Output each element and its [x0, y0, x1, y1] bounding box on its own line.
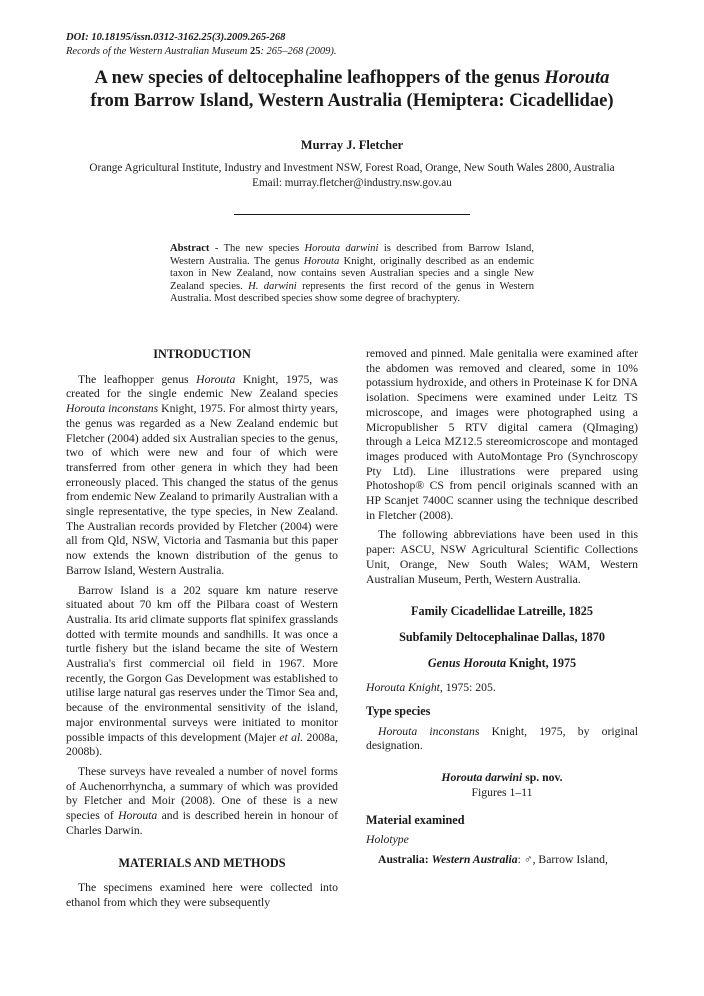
abstract-text: represents the first record of the genus in Western Australia. Most described species show some degree of brachyptery. — [170, 280, 534, 305]
abstract-species: Horouta darwini — [304, 243, 379, 254]
right-column — [366, 347, 638, 873]
title-genus: Horouta — [544, 67, 610, 88]
introduction-heading: INTRODUCTION — [153, 347, 251, 361]
journal-citation — [66, 45, 337, 59]
holotype-label: Holotype — [366, 833, 409, 847]
paper-title — [50, 66, 654, 112]
genus-citation: Horouta Knight, 1975: 205. — [366, 681, 496, 695]
methods-heading: MATERIALS AND METHODS — [118, 855, 286, 870]
material-examined-heading: Material examined — [366, 812, 465, 827]
title-line-2: from Barrow Island, Western Australia (Hemiptera: Cicadellidae) — [90, 90, 614, 111]
citation-block — [66, 31, 337, 59]
author-email: Email: murray.fletcher@industry.nsw.gov.au — [252, 177, 452, 189]
left-column — [66, 347, 338, 916]
abstract-label: Abstract — [170, 243, 210, 254]
species-heading: Horouta darwini sp. nov. — [441, 771, 563, 785]
title-line-1: A new species of deltocephaline leafhoppers of the genus — [94, 67, 545, 88]
methods-paragraph-2: The following abbreviations have been used in this paper: ASCU, NSW Agricultural Scientific Collections Unit, Orange, New South Wales; WAM, Western Australian Museum, Perth, Western Australia. — [366, 528, 638, 586]
type-species-heading: Type species — [366, 704, 431, 719]
section-divider — [234, 214, 470, 215]
species-figures: Figures 1–11 — [471, 785, 533, 799]
abstract — [170, 243, 534, 306]
intro-paragraph-3: These surveys have revealed a number of novel forms of Auchenorrhyncha, a summary of which was provided by Fletcher and Moir (2008). One of these is a new species of Horouta and is described herein in honour of Charles Darwin. — [66, 764, 338, 837]
abstract-text: is described from Barrow Island, Western Australia. The genus — [170, 243, 534, 267]
type-species-text: Horouta inconstans Knight, 1975, by original designation. — [366, 724, 638, 753]
methods-paragraph-1-continued: removed and pinned. Male genitalia were examined after the abdomen was removed and cleared, some in 10% potassium hydroxide, and others in Proteinase K for DNA isolation. Specimens were examined under Leitz TS microscope, and images were photographed using a Micropublisher 5 RTV digital camera (QImaging) through a Leica MZ12.5 stereomicroscope and montaged images produced with AutoMontage Pro (Synchroscopy Pty Ltd). Line illustrations were prepared using Photoshop® CS from pencil originals scanned with an HP Scanjet 7400C scanner using the technique described in Fletcher (2008). — [366, 347, 638, 522]
journal-name: Records of the Western Australian Museum — [66, 46, 248, 57]
abstract-species: H. darwini — [248, 280, 297, 292]
family-heading: Family Cicadellidae Latreille, 1825 — [411, 604, 593, 619]
subfamily-heading: Subfamily Deltocephalinae Dallas, 1870 — [399, 629, 605, 644]
abstract-genus: Horouta — [303, 255, 340, 267]
author-affiliation — [20, 161, 684, 191]
material-record: Australia: Western Australia: ♂, Barrow Island, — [378, 852, 608, 866]
abstract-text: - The new species — [209, 243, 305, 254]
abstract-text: Knight, originally described as an endemic taxon in New Zealand, now contains seven Australian species and a single New Zealand species. — [170, 255, 534, 292]
genus-heading: Genus Horouta Knight, 1975 — [427, 655, 577, 670]
intro-paragraph-1: The leafhopper genus Horouta Knight, 1975, was created for the single endemic New Zealand species Horouta inconstans Knight, 1975. For almost thirty years, the genus was regarded as a New Zealand endemic but Fletcher (2004) added six Australian species to the genus, two of which were new and four of which were transferred from other genera in which they had been erroneously placed. This changed the status of the genus from endemic New Zealand to primarily Australian with a single representative, the type species, in New Zealand. The Australian records provided by Fletcher (2004) were all from Qld, NSW, Victoria and Tasmania but this paper now extends the known distribution of the genus to Barrow Island, Western Australia. — [66, 372, 338, 577]
journal-pages: : 265–268 (2009). — [260, 46, 337, 57]
affiliation-address: Orange Agricultural Institute, Industry and Investment NSW, Forest Road, Orange, New South Wales 2800, Australia — [89, 162, 615, 174]
intro-paragraph-2: Barrow Island is a 202 square km nature reserve situated about 70 km off the Pilbara coast of Western Australia. Its arid climate supports flat spinifex grasslands dotted with termite mounds and sandhills. It was once a turtle fishery but the island became the site of Western Australia's first commercial oil field in 1967. More recently, the Gorgon Gas Development was established to utilise large natural gas reserves under the Timor Sea and, because of the environmental sensitivity of the island, major environmental surveys were initiated to monitor possible impacts of this development (Majer et al. 2008a, 2008b). — [66, 583, 338, 759]
doi-line: DOI: 10.18195/issn.0312-3162.25(3).2009.265-268 — [66, 32, 286, 43]
methods-paragraph-1: The specimens examined here were collected into ethanol from which they were subsequently — [66, 881, 338, 909]
author-name: Murray J. Fletcher — [300, 138, 404, 152]
journal-volume: 25 — [249, 46, 261, 57]
